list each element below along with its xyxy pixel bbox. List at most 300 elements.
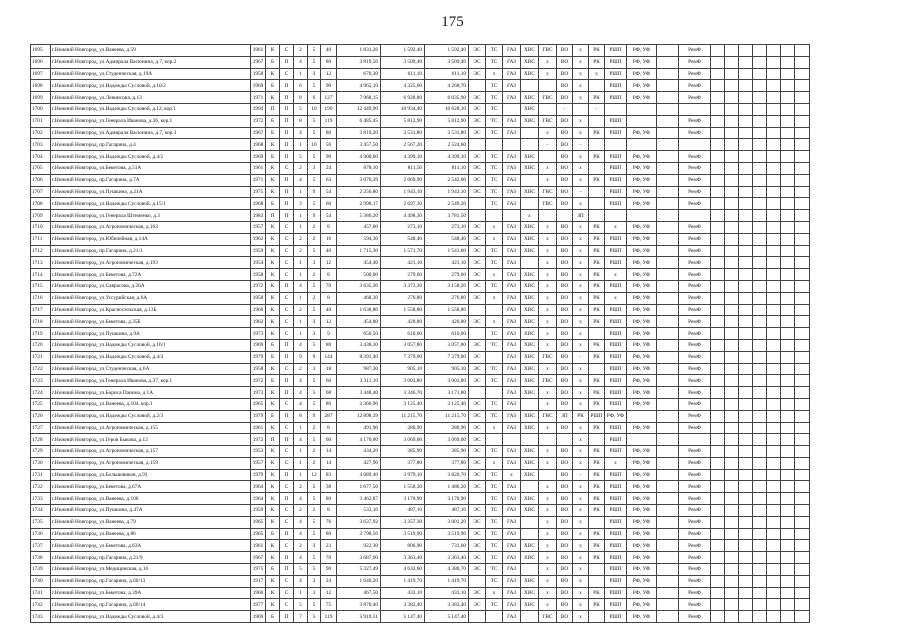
table-cell: 2 [308,269,321,281]
table-cell: П [280,469,294,481]
table-cell: РШП [605,351,627,363]
table-cell: - [573,186,589,198]
table-cell [767,351,781,363]
table-cell [725,127,739,139]
table-cell: РФ, УФ [627,80,657,92]
table-cell [657,162,679,174]
table-cell: ТС [486,410,503,422]
table-cell [725,292,739,304]
table-cell: 1973 [251,387,266,399]
table-cell: ГАЗ [503,174,521,186]
table-row [31,611,810,623]
table-cell [711,80,725,92]
table-cell: - [573,351,589,363]
table-cell [725,351,739,363]
table-cell: 5 327,49 [337,564,381,576]
table-cell: ВО [557,269,573,281]
table-cell: К [266,162,280,174]
table-cell: ХВС [521,186,539,198]
table-cell: ЭС [469,257,486,269]
table-cell: х [539,528,557,540]
table-cell: г.Нижний Новгород, ул.Юбилейная, д.14А [51,233,251,245]
table-cell: 1961 [251,162,266,174]
table-cell: РФ, УФ [627,552,657,564]
table-cell: 5 [308,56,321,68]
table-cell: ЗП [557,410,573,422]
table-cell [767,339,781,351]
table-cell: РФ, УФ [627,56,657,68]
table-cell [795,115,810,127]
table-cell: РШП [605,328,627,340]
table-cell: ТС [486,115,503,127]
table-cell: С [280,363,294,375]
table-cell: 1 [294,221,308,233]
table-cell [767,575,781,587]
table-cell [539,151,557,163]
table-cell [725,469,739,481]
table-cell: г.Нижний Новгород, ул.Генерала Иванова, д.37, кор.1 [51,375,251,387]
table-cell: г.Нижний Новгород, ул.Бекетова, д.39А [51,587,251,599]
table-cell: ВО [557,316,573,328]
table-cell: ВО [557,328,573,340]
table-cell: Б [266,375,280,387]
table-cell: РФ, УФ [627,528,657,540]
table-cell: ГАЗ [503,457,521,469]
table-cell [795,233,810,245]
table-cell: РШП [605,564,627,576]
table-cell: 1731 [31,469,51,481]
table-cell: х [573,151,589,163]
table-cell: ВО [557,516,573,528]
table-cell: 60 [321,375,337,387]
table-cell [767,304,781,316]
table-cell: ГВС [539,198,557,210]
table-cell [503,103,521,115]
table-cell: 1 [294,316,308,328]
table-cell: х [573,611,589,623]
table-cell [767,552,781,564]
table-cell: ГАЗ [503,387,521,399]
table-row [31,493,810,505]
table-cell: 4 [294,339,308,351]
table-cell: х [573,328,589,340]
table-cell: 385,90 [425,446,469,458]
table-cell [739,257,753,269]
table-cell: 3 798,50 [337,528,381,540]
table-cell [781,481,795,493]
table-cell: 1975 [251,564,266,576]
table-cell: 3 [308,316,321,328]
table-cell: ГАЗ [503,80,521,92]
table-cell [589,186,605,198]
table-cell: РемФ [679,351,711,363]
table-cell: ХВС [521,363,539,375]
table-cell [725,410,739,422]
table-cell [711,611,725,623]
table-cell [486,210,503,222]
table-cell: РемФ [679,198,711,210]
table-cell [795,139,810,151]
table-cell: х [539,481,557,493]
table-cell [657,351,679,363]
table-cell [739,528,753,540]
table-cell: 80 [321,339,337,351]
table-cell: 8 [321,292,337,304]
table-cell: ХВС [521,446,539,458]
table-cell: ХВС [521,587,539,599]
table-cell: г.Нижний Новгород, пр.Гагарина, д.21/1 [51,245,251,257]
table-cell: ТС [486,516,503,528]
table-cell: 4 170,00 [337,434,381,446]
table-cell: К [266,45,280,57]
table-cell: 1972 [251,375,266,387]
table-cell [795,316,810,328]
table-cell: ЭС [469,552,486,564]
table-cell [781,387,795,399]
table-cell [657,45,679,57]
table-cell [657,115,679,127]
table-cell: 1 [294,587,308,599]
table-cell: 12 [321,316,337,328]
table-cell: ВО [557,115,573,127]
table-cell: РФ, УФ [627,68,657,80]
table-cell [781,446,795,458]
table-cell [795,80,810,92]
table-cell: х [539,304,557,316]
table-cell [795,68,810,80]
table-cell: 1971 [251,92,266,104]
table-cell: 119 [321,115,337,127]
table-cell [711,363,725,375]
table-cell: 3 366,90 [337,398,381,410]
table-cell: 1 [294,68,308,80]
table-cell: 7 968,15 [337,92,381,104]
table-cell: РК [589,505,605,517]
table-cell [711,269,725,281]
table-cell: г.Нижний Новгород, ул.Надежды Сусловой, д.2/3 [51,410,251,422]
table-cell [469,328,486,340]
table-cell [725,552,739,564]
table-cell [657,245,679,257]
table-cell: х [573,434,589,446]
table-cell: 3 448,40 [337,387,381,399]
table-cell: П [280,611,294,623]
table-cell: 1972 [251,434,266,446]
table-cell [753,45,767,57]
table-cell: ЭС [469,564,486,576]
table-cell: РемФ [679,481,711,493]
table-cell: г.Нижний Новгород, ул.Надежды Сусловой, д.10/2 [51,80,251,92]
table-cell: РемФ [679,387,711,399]
table-cell [739,446,753,458]
table-cell: 420,80 [381,316,425,328]
table-cell: 1 [294,469,308,481]
table-cell [781,174,795,186]
table-cell: ГАЗ [503,481,521,493]
table-cell: РШП [605,493,627,505]
table-cell [711,210,725,222]
table-cell [739,469,753,481]
table-cell: ТС [486,575,503,587]
table-cell [795,446,810,458]
table-cell [739,292,753,304]
table-cell [521,198,539,210]
table-cell: РФ, УФ [627,611,657,623]
table-cell: 1740 [31,575,51,587]
table-cell: РФ, УФ [627,375,657,387]
table-cell [739,587,753,599]
table-cell [795,162,810,174]
table-cell: 199 [321,103,337,115]
table-cell: 421,10 [425,257,469,269]
table-cell: С [280,162,294,174]
table-cell: г.Нижний Новгород, ул.Студенческая, д.6А [51,363,251,375]
table-cell [725,375,739,387]
table-cell: х [539,233,557,245]
table-cell [627,410,657,422]
table-cell: РК [589,269,605,281]
table-cell: П [280,174,294,186]
table-cell [753,92,767,104]
table-cell: ГВС [539,115,557,127]
table-cell: ЭС [469,599,486,611]
table-cell [739,434,753,446]
table-cell: 5 [308,198,321,210]
table-cell [469,198,486,210]
table-cell: РШП [605,68,627,80]
table-cell [781,493,795,505]
table-cell: 3 819,50 [337,56,381,68]
table-cell: РК [589,45,605,57]
table-cell: 467,50 [337,587,381,599]
table-cell: РемФ [679,45,711,57]
table-cell: 10 [308,103,321,115]
table-cell: х [486,292,503,304]
table-cell: 905,10 [425,363,469,375]
table-cell: ВО [557,292,573,304]
table-row [31,505,810,517]
table-cell [739,210,753,222]
table-cell: 3 057,80 [381,339,425,351]
table-cell [657,304,679,316]
table-cell [753,457,767,469]
table-cell [711,292,725,304]
table-cell: 3 870,40 [337,599,381,611]
table-cell [767,410,781,422]
table-cell: ХВС [521,469,539,481]
table-cell: Б [266,198,280,210]
table-cell: П [280,387,294,399]
table-cell: ХВС [521,387,539,399]
table-cell: ГАЗ [503,280,521,292]
table-cell: ВО [557,221,573,233]
table-cell: ЭС [469,505,486,517]
table-cell: г.Нижний Новгород, ул.Бекетова, д.51А [51,162,251,174]
table-cell [767,186,781,198]
table-cell: 1954 [251,257,266,269]
table-cell: 14 [321,446,337,458]
table-cell: К [266,575,280,587]
table-cell [711,351,725,363]
table-cell [739,151,753,163]
table-cell [795,398,810,410]
table-cell: 3 637,92 [337,516,381,528]
table-cell: 1969 [251,611,266,623]
table-cell: С [280,292,294,304]
table-cell: П [280,280,294,292]
table-cell: РК [589,233,605,245]
table-cell: ТС [486,446,503,458]
table-cell: 2 [294,481,308,493]
table-row [31,446,810,458]
table-cell: ВО [557,198,573,210]
table-cell: х [486,316,503,328]
table-cell: РФ, УФ [627,174,657,186]
table-cell: 1695 [31,45,51,57]
table-cell: 80 [321,398,337,410]
table-cell: К [266,457,280,469]
table-cell [753,233,767,245]
table-cell: 611,10 [381,68,425,80]
table-cell: РемФ [679,363,711,375]
table-cell [795,304,810,316]
table-cell: РФ, УФ [627,127,657,139]
table-cell: 2 [294,162,308,174]
table-cell: х [486,269,503,281]
table-row [31,587,810,599]
table-cell: К [266,363,280,375]
table-cell: г.Нижний Новгород, ул.Надежды Сусловой, д.4/3 [51,611,251,623]
table-cell: ХВС [521,540,539,552]
table-cell [589,162,605,174]
table-cell [781,457,795,469]
table-cell: К [266,292,280,304]
table-cell [725,245,739,257]
table-cell: 2 256,80 [337,186,381,198]
table-cell: 3 372,30 [381,280,425,292]
table-cell [657,446,679,458]
table-row [31,552,810,564]
table-cell: 1 [294,292,308,304]
table-cell: 3 125,40 [381,398,425,410]
table-cell: РШП [605,611,627,623]
table-row [31,469,810,481]
table-cell [711,186,725,198]
table-cell: г.Нижний Новгород, ул.Надежды Сусловой, д.4/4 [51,351,251,363]
table-cell: 1 558,80 [381,304,425,316]
table-cell: ХВС [521,304,539,316]
table-cell: ЭС [469,363,486,375]
table-cell: 4 [294,493,308,505]
table-cell: х [539,328,557,340]
table-cell [725,174,739,186]
table-cell [679,210,711,222]
table-cell [753,493,767,505]
table-cell: 1957 [251,221,266,233]
table-cell: г.Нижний Новгород, пр.Гагарина, д.7А [51,174,251,186]
table-cell [795,387,810,399]
table-cell: ЭС [469,375,486,387]
table-cell: х [605,269,627,281]
table-cell: 1701 [31,115,51,127]
table-cell: 9 [308,410,321,422]
table-cell [521,481,539,493]
table-cell: г.Нижний Новгород, ул.Пушкина, д.9А [51,328,251,340]
table-cell: 1716 [31,292,51,304]
table-cell: 56 [321,139,337,151]
table-cell [753,304,767,316]
table-cell [739,245,753,257]
table-cell: ВО [557,422,573,434]
table-cell [753,363,767,375]
table-cell: 8 [321,422,337,434]
table-cell: 1969 [251,339,266,351]
table-cell: 4 399,10 [381,151,425,163]
table-cell [469,387,486,399]
table-cell: ХВС [521,56,539,68]
table-cell: 1729 [31,446,51,458]
table-cell: РК [589,493,605,505]
table-cell: х [539,162,557,174]
table-cell: х [589,68,605,80]
table-cell [725,575,739,587]
table-cell: ВО [557,564,573,576]
table-cell: 4 498,30 [381,210,425,222]
table-cell: 80 [321,493,337,505]
table-cell: 1708 [31,198,51,210]
table-cell: 12 [321,68,337,80]
table-cell: г.Нижний Новгород, ул.Ванеева, д.86 [51,528,251,540]
table-cell: х [573,375,589,387]
table-cell: ГАЗ [503,304,521,316]
table-cell: г.Нижний Новгород, ул.Генерала Штеменко, д.3 [51,210,251,222]
table-cell: 1724 [31,387,51,399]
table-cell [781,599,795,611]
table-cell: х [573,162,589,174]
table-cell: ЭС [469,174,486,186]
table-cell: х [573,257,589,269]
table-cell: ВО [557,587,573,599]
table-cell [739,162,753,174]
table-cell [657,457,679,469]
table-cell: х [539,575,557,587]
table-cell: г.Нижний Новгород, ул.Агрономическая, д.159 [51,457,251,469]
table-cell: х [573,68,589,80]
table-cell: 8 [321,269,337,281]
table-cell [767,375,781,387]
table-cell [753,375,767,387]
table-cell [739,398,753,410]
table-cell: 3 [294,198,308,210]
table-row [31,186,810,198]
table-cell: 1 541,60 [425,245,469,257]
table-cell: 10 628,10 [425,103,469,115]
table-cell: 2 549,20 [425,198,469,210]
table-cell [469,210,486,222]
table-cell: ТС [486,56,503,68]
table-cell: РФ, УФ [627,363,657,375]
table-cell: 5 [308,387,321,399]
table-cell [557,210,573,222]
table-cell: 1715 [31,280,51,292]
table-cell [657,292,679,304]
table-cell: ГАЗ [503,599,521,611]
table-cell [795,375,810,387]
table-cell: ТС [486,127,503,139]
table-cell: ВО [557,446,573,458]
table-cell [753,68,767,80]
table-cell: РШП [605,505,627,517]
